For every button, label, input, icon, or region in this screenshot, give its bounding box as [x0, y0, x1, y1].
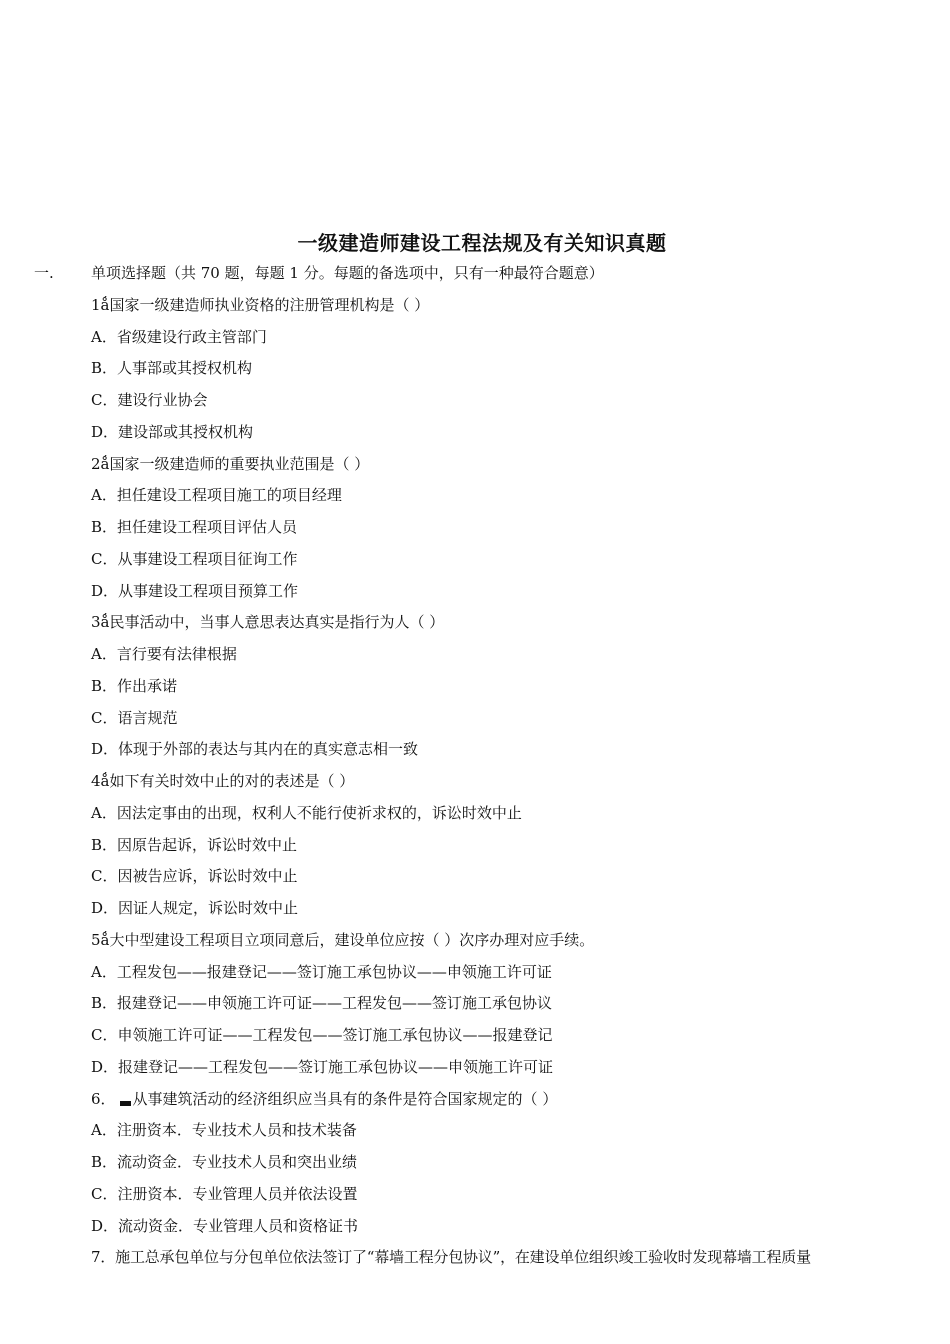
question-5-option-c: C．申领施工许可证——工程发包——签订施工承包协议——报建登记	[91, 1026, 553, 1044]
question-1-option-d: D．建设部或其授权机构	[91, 423, 254, 441]
question-3-option-c: C．语言规范	[91, 709, 178, 727]
question-4-option-a: A．因法定事由的出现，权利人不能行使祈求权的，诉讼时效中止	[91, 804, 522, 822]
question-6-option-d: D．流动资金．专业管理人员和资格证书	[91, 1217, 359, 1235]
question-6-stem: 从事建筑活动的经济组织应当具有的条件是符合国家规定的（ ）	[132, 1090, 558, 1108]
question-2-option-a: A．担任建设工程项目施工的项目经理	[91, 486, 342, 504]
question-7-stem: 7．施工总承包单位与分包单位依法签订了“幕墙工程分包协议”，在建设单位组织竣工验收时发现幕墙工程质量	[91, 1248, 811, 1266]
question-6-number: 6．	[91, 1090, 116, 1108]
question-4-option-c: C．因被告应诉，诉讼时效中止	[91, 867, 298, 885]
question-3-option-a: A．言行要有法律根据	[91, 645, 237, 663]
section-number: 一.	[34, 264, 54, 282]
question-6-option-c: C．注册资本．专业管理人员并依法设置	[91, 1185, 358, 1203]
section-heading: 单项选择题（共 70 题，每题 1 分。每题的备选项中，只有一种最符合题意）	[91, 264, 604, 282]
question-2-stem: 2ǻ国家一级建造师的重要执业范围是（ ）	[91, 455, 370, 473]
question-6-stem-line	[91, 1088, 557, 1110]
redaction-mark	[120, 1101, 131, 1106]
question-5-stem: 5ǻ大中型建设工程项目立项同意后，建设单位应按（ ）次序办理对应手续。	[91, 931, 595, 949]
question-2-option-d: D．从事建设工程项目预算工作	[91, 582, 299, 600]
question-4-option-b: B．因原告起诉，诉讼时效中止	[91, 836, 298, 854]
question-2-option-b: B．担任建设工程项目评估人员	[91, 518, 298, 536]
question-5-option-d: D．报建登记——工程发包——签订施工承包协议——申领施工许可证	[91, 1058, 554, 1076]
question-1-option-c: C．建设行业协会	[91, 391, 208, 409]
question-6-option-a: A．注册资本．专业技术人员和技术装备	[91, 1121, 357, 1139]
question-5-option-a: A．工程发包——报建登记——签订施工承包协议——申领施工许可证	[91, 963, 552, 981]
question-4-stem: 4ǻ如下有关时效中止的对的表述是（ ）	[91, 772, 355, 790]
question-2-option-c: C．从事建设工程项目征询工作	[91, 550, 298, 568]
question-4-option-d: D．因证人规定，诉讼时效中止	[91, 899, 299, 917]
question-1-stem: 1ǻ国家一级建造师执业资格的注册管理机构是（ ）	[91, 296, 430, 314]
question-6-option-b: B．流动资金．专业技术人员和突出业绩	[91, 1153, 358, 1171]
question-3-option-d: D．体现于外部的表达与其内在的真实意志相一致	[91, 740, 419, 758]
question-5-option-b: B．报建登记——申领施工许可证——工程发包——签订施工承包协议	[91, 994, 553, 1012]
question-1-option-b: B．人事部或其授权机构	[91, 359, 253, 377]
question-3-option-b: B．作出承诺	[91, 677, 178, 695]
question-1-option-a: A．省级建设行政主管部门	[91, 328, 267, 346]
document-title: 一级建造师建设工程法规及有关知识真题	[297, 231, 667, 255]
question-3-stem: 3ǻ民事活动中，当事人意思表达真实是指行为人（ ）	[91, 613, 445, 631]
